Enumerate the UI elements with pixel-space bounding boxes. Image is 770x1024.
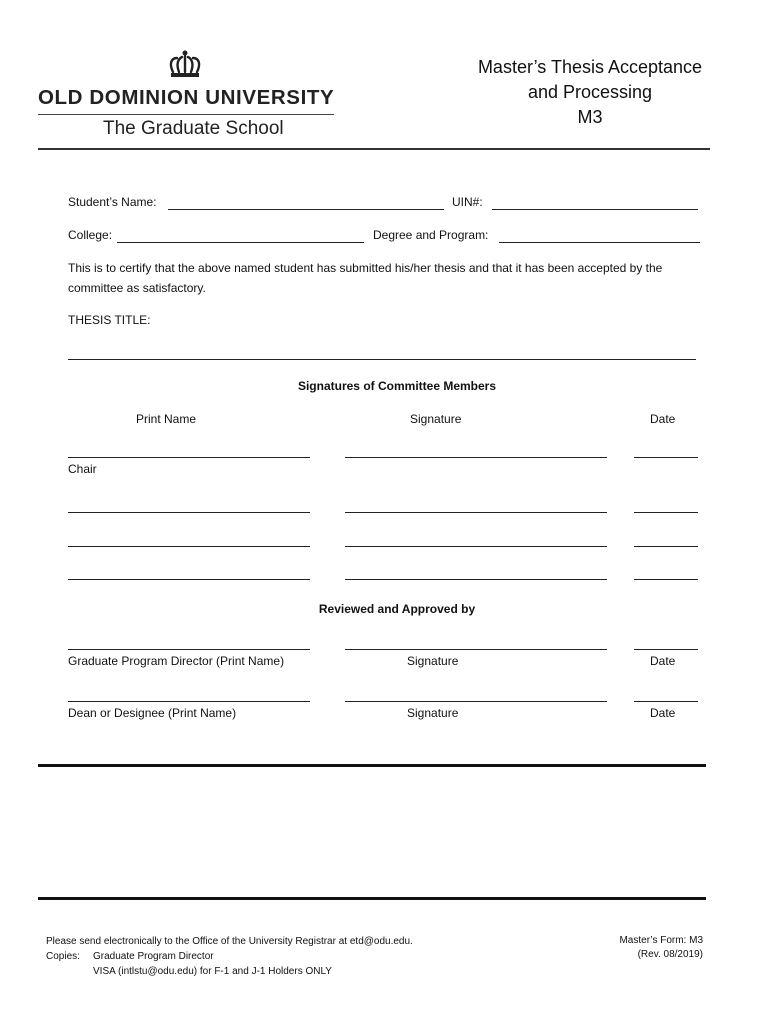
member-signature-field[interactable] bbox=[345, 512, 607, 513]
dean-date-field[interactable] bbox=[634, 701, 698, 702]
uin-label: UIN#: bbox=[452, 195, 483, 209]
form-title-line-3: M3 bbox=[577, 107, 603, 127]
member-signature-field[interactable] bbox=[345, 546, 607, 547]
signature-column-header: Signature bbox=[410, 412, 462, 426]
footer-copies-label: Copies: bbox=[46, 951, 80, 962]
committee-heading: Signatures of Committee Members bbox=[297, 379, 497, 393]
director-signature-field[interactable] bbox=[345, 649, 607, 650]
section-divider-top bbox=[38, 764, 706, 767]
dean-date-label: Date bbox=[650, 706, 676, 720]
student-name-field[interactable] bbox=[168, 209, 444, 210]
chair-signature-field[interactable] bbox=[345, 457, 607, 458]
thesis-title-label: THESIS TITLE: bbox=[68, 313, 151, 327]
crown-logo-icon bbox=[165, 50, 205, 80]
print-name-column-header: Print Name bbox=[136, 412, 197, 426]
director-signature-label: Signature bbox=[407, 654, 459, 668]
member-print-name-field[interactable] bbox=[68, 546, 310, 547]
section-divider-bottom bbox=[38, 897, 706, 900]
director-date-field[interactable] bbox=[634, 649, 698, 650]
approval-heading: Reviewed and Approved by bbox=[318, 602, 476, 616]
degree-program-field[interactable] bbox=[499, 242, 700, 243]
header-divider bbox=[38, 148, 710, 150]
college-field[interactable] bbox=[117, 242, 364, 243]
certification-text-line-2: committee as satisfactory. bbox=[68, 281, 206, 295]
footer-send-instructions: Please send electronically to the Office of the University Registrar at etd@odu.edu. bbox=[46, 936, 413, 947]
uin-field[interactable] bbox=[492, 209, 698, 210]
footer-form-id: Master’s Form: M3 bbox=[619, 935, 703, 946]
chair-label: Chair bbox=[68, 462, 97, 476]
thesis-title-field[interactable] bbox=[68, 359, 696, 360]
member-date-field[interactable] bbox=[634, 546, 698, 547]
school-name: The Graduate School bbox=[103, 118, 284, 139]
form-title-line-2: and Processing bbox=[527, 82, 653, 102]
member-date-field[interactable] bbox=[634, 512, 698, 513]
director-label: Graduate Program Director (Print Name) bbox=[68, 654, 285, 668]
dean-signature-label: Signature bbox=[407, 706, 459, 720]
director-print-name-field[interactable] bbox=[68, 649, 310, 650]
member-signature-field[interactable] bbox=[345, 579, 607, 580]
student-name-label: Student’s Name: bbox=[68, 195, 157, 209]
certification-text-line-1: This is to certify that the above named student has submitted his/her thesis and that it has been accepted by the bbox=[68, 261, 663, 275]
dean-print-name-field[interactable] bbox=[68, 701, 310, 702]
logo-divider bbox=[38, 114, 334, 115]
footer-copies-item-1: Graduate Program Director bbox=[93, 951, 214, 962]
date-column-header: Date bbox=[650, 412, 676, 426]
degree-program-label: Degree and Program: bbox=[373, 228, 489, 242]
chair-date-field[interactable] bbox=[634, 457, 698, 458]
footer-copies-item-2: VISA (intlstu@odu.edu) for F-1 and J-1 Holders ONLY bbox=[93, 966, 332, 977]
dean-label: Dean or Designee (Print Name) bbox=[68, 706, 237, 720]
college-label: College: bbox=[68, 228, 113, 242]
member-print-name-field[interactable] bbox=[68, 512, 310, 513]
director-date-label: Date bbox=[650, 654, 676, 668]
university-name: OLD DOMINION UNIVERSITY bbox=[38, 86, 335, 109]
member-date-field[interactable] bbox=[634, 579, 698, 580]
footer-revision: (Rev. 08/2019) bbox=[637, 949, 703, 960]
chair-print-name-field[interactable] bbox=[68, 457, 310, 458]
member-print-name-field[interactable] bbox=[68, 579, 310, 580]
dean-signature-field[interactable] bbox=[345, 701, 607, 702]
form-title-line-1: Master’s Thesis Acceptance bbox=[477, 57, 703, 77]
